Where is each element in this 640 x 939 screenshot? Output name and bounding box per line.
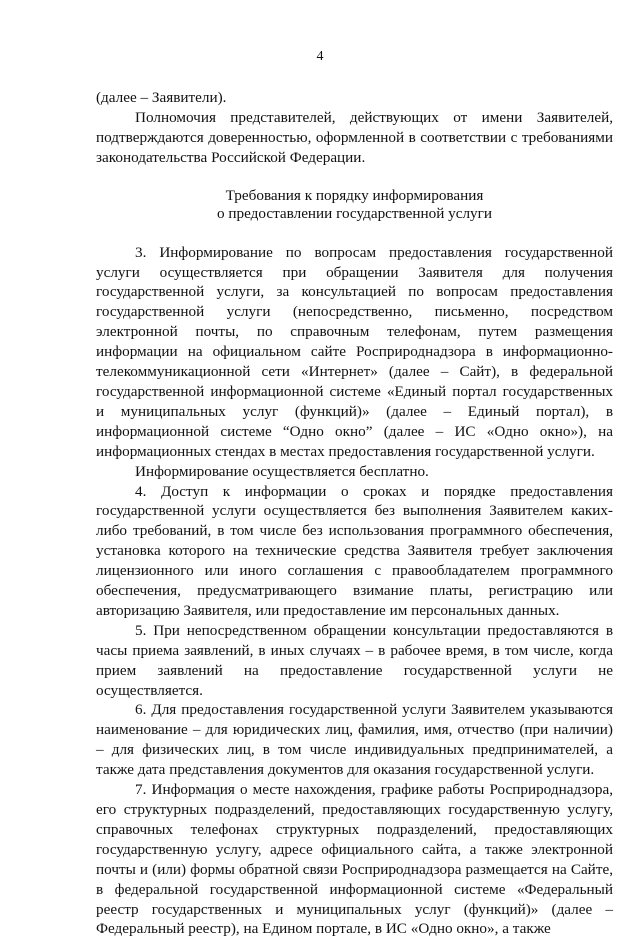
paragraph-applicants: (далее – Заявители). — [96, 89, 227, 106]
document-body — [96, 88, 613, 939]
clause-3: 3. Информирование по вопросам предоставления государственной услуги осуществляется при обращении Заявителя для получения государственной услуги, за консультацией по вопросам предоставления государственной услуги (непосредственно, письменно, посредством электронной почты, по справочным телефонам, путем размещения информации на официальном сайте Росприроднадзора в информационно-телекоммуникационной сети «Интернет» (далее – Сайт), в федеральной государственной информационной системе «Единый портал государственных и муниципальных услуг (функций)» (далее – Единый портал), в информационной системе “Одно окно” (далее – ИС «Одно окно»), на информационных стендах в местах предоставления государственной услуги. — [96, 243, 613, 460]
clause-7: 7. Информация о месте нахождения, графике работы Росприроднадзора, его структурных подразделений, предоставляющих государственную услугу, справочных телефонах структурных подразделений, предоставляющих государственную услугу, адресе официального сайта, а также электронной почты и (или) формы обратной связи Росприроднадзора размещается на Сайте, в федеральной государственной информационной системе «Федеральный реестр государственных и муниципальных услуг (функций)» (далее – Федеральный реестр), на Едином портале, в ИС «Одно окно», а также — [96, 781, 613, 938]
heading-line-1: Требования к порядку информирования — [225, 186, 484, 204]
page-number: 4 — [316, 49, 324, 64]
heading-line-2: о предоставлении государственной услуги — [216, 204, 493, 222]
clause-6: 6. Для предоставления государственной услуги Заявителем указываются наименование – для юридических лиц, фамилия, имя, отчество (при наличии) – для физических лиц, в том числе индивидуальных предпринимателей, а также дата представления документов для оказания государственной услуги. — [96, 701, 613, 779]
paragraph-representatives: Полномочия представителей, действующих от имени Заявителей, подтверждаются доверенностью, оформленной в соответствии с требованиями законодательства Российской Федерации. — [96, 108, 613, 166]
section-heading — [96, 187, 613, 223]
clause-5: 5. При непосредственном обращении консультации предоставляются в часы приема заявлений, в иных случаях – в рабочее время, в том числе, когда прием заявлений на предоставление государственной услуги не осуществляется. — [96, 621, 613, 699]
clause-4: 4. Доступ к информации о сроках и порядке предоставления государственной услуги осуществляется без выполнения Заявителем каких-либо требований, в том числе без использования программного обеспечения, установка которого на технические средства Заявителя требует заключения лицензионного или иного соглашения с правообладателем программного обеспечения, предусматривающего взимание платы, регистрацию или авторизацию Заявителя, или предоставление им персональных данных. — [96, 482, 613, 619]
clause-3-free: Информирование осуществляется бесплатно. — [135, 462, 429, 480]
